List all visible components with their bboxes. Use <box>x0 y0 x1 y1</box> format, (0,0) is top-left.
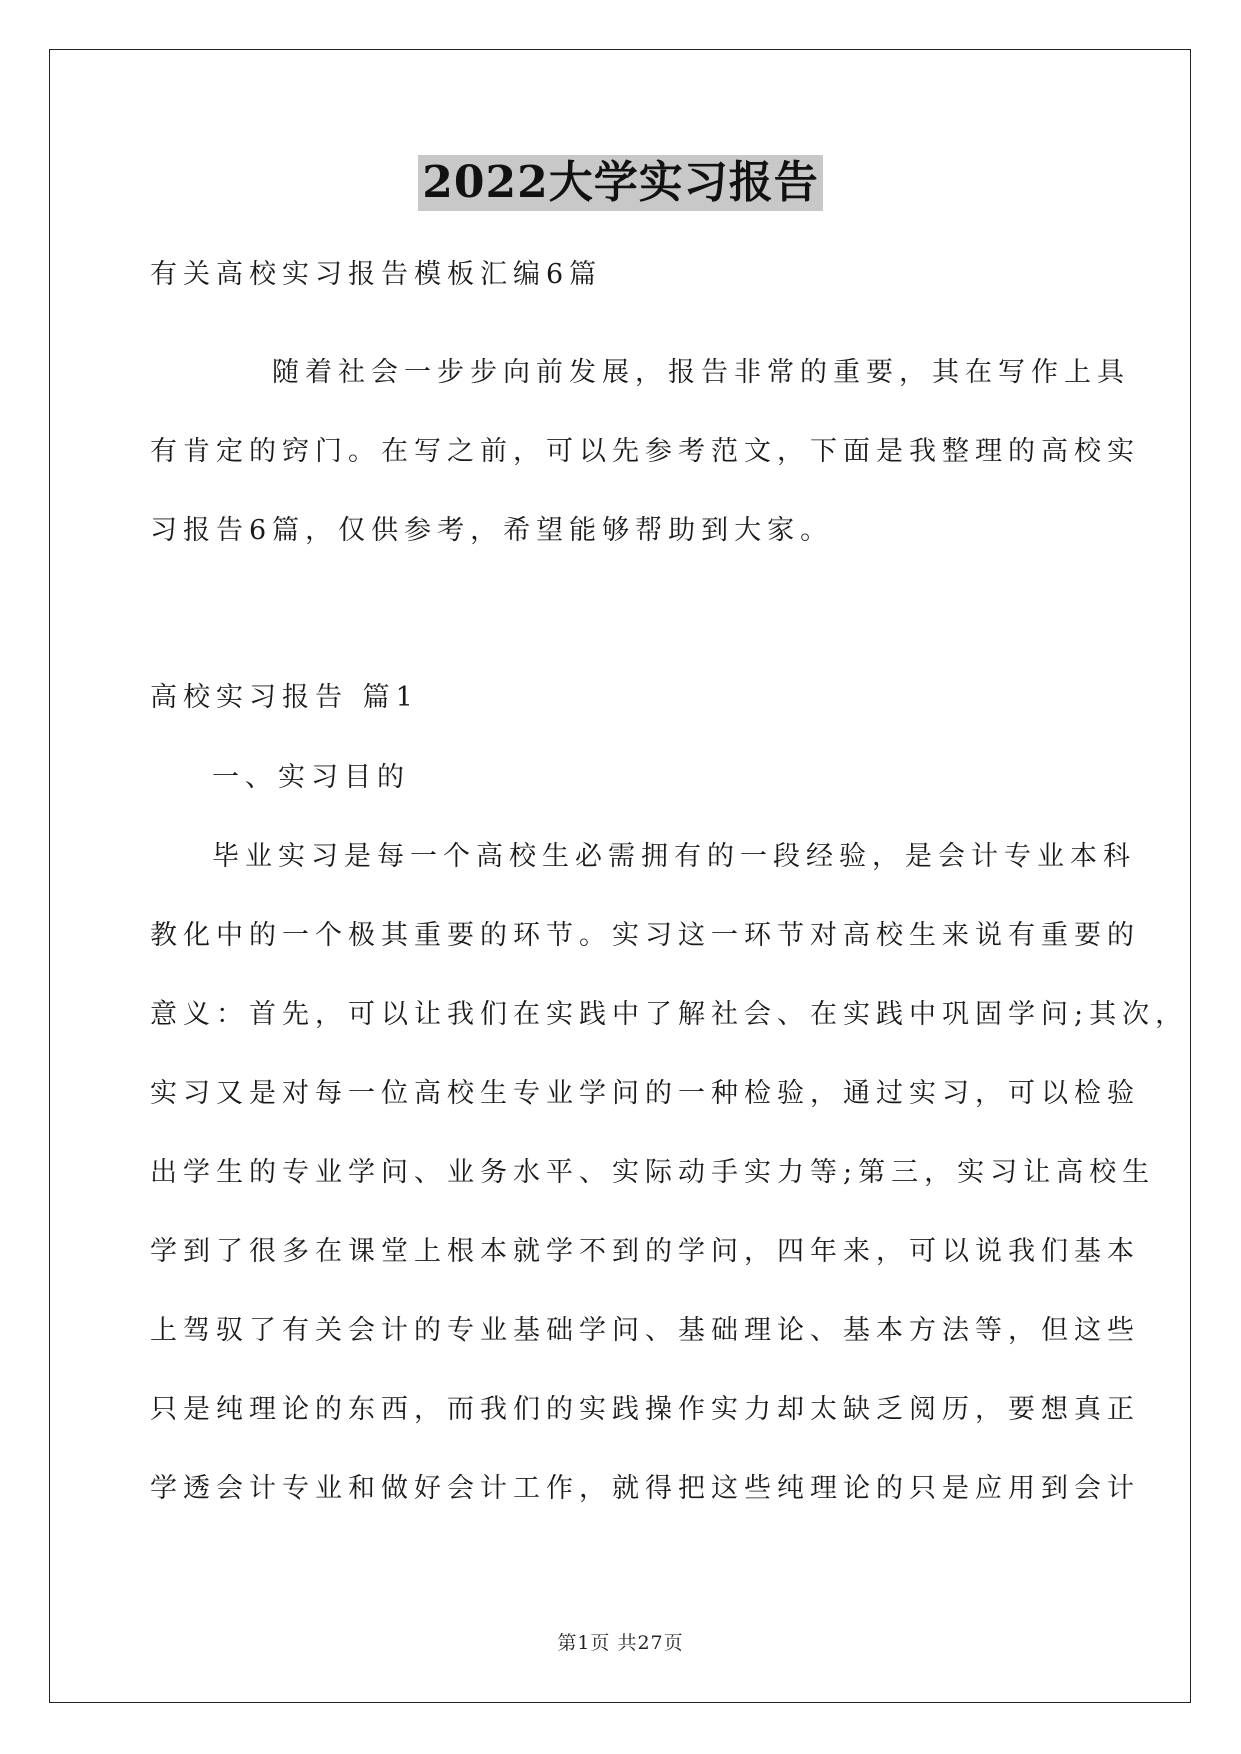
body-line: 出学生的专业学问、业务水平、实际动手实力等;第三，实习让高校生 <box>150 1157 1156 1188</box>
body-line: 学到了很多在课堂上根本就学不到的学问，四年来，可以说我们基本 <box>150 1236 1140 1267</box>
section-heading: 高校实习报告 篇1 <box>150 682 419 713</box>
intro-line-2: 有肯定的窍门。在写之前，可以先参考范文，下面是我整理的高校实 <box>150 436 1140 467</box>
document-title <box>0 155 1241 211</box>
intro-line-1: 随着社会一步步向前发展，报告非常的重要，其在写作上具 <box>272 357 1130 388</box>
document-title-text: 2022大学实习报告 <box>418 155 822 211</box>
subsection-heading: 一、实习目的 <box>212 762 410 793</box>
page-number-footer: 第1页 共27页 <box>557 1632 684 1654</box>
body-line: 毕业实习是每一个高校生必需拥有的一段经验，是会计专业本科 <box>212 841 1136 872</box>
body-line: 上驾驭了有关会计的专业基础学问、基础理论、基本方法等，但这些 <box>150 1315 1140 1346</box>
body-line: 教化中的一个极其重要的环节。实习这一环节对高校生来说有重要的 <box>150 920 1140 951</box>
document-subtitle: 有关高校实习报告模板汇编6篇 <box>150 259 603 290</box>
body-line: 学透会计专业和做好会计工作，就得把这些纯理论的只是应用到会计 <box>150 1473 1140 1504</box>
body-line: 只是纯理论的东西，而我们的实践操作实力却太缺乏阅历，要想真正 <box>150 1394 1140 1425</box>
body-line: 实习又是对每一位高校生专业学问的一种检验，通过实习，可以检验 <box>150 1078 1140 1109</box>
body-line: 意义：首先，可以让我们在实践中了解社会、在实践中巩固学问;其次， <box>150 999 1189 1030</box>
intro-line-3: 习报告6篇，仅供参考，希望能够帮助到大家。 <box>150 515 834 546</box>
body-paragraph <box>150 817 1189 1528</box>
